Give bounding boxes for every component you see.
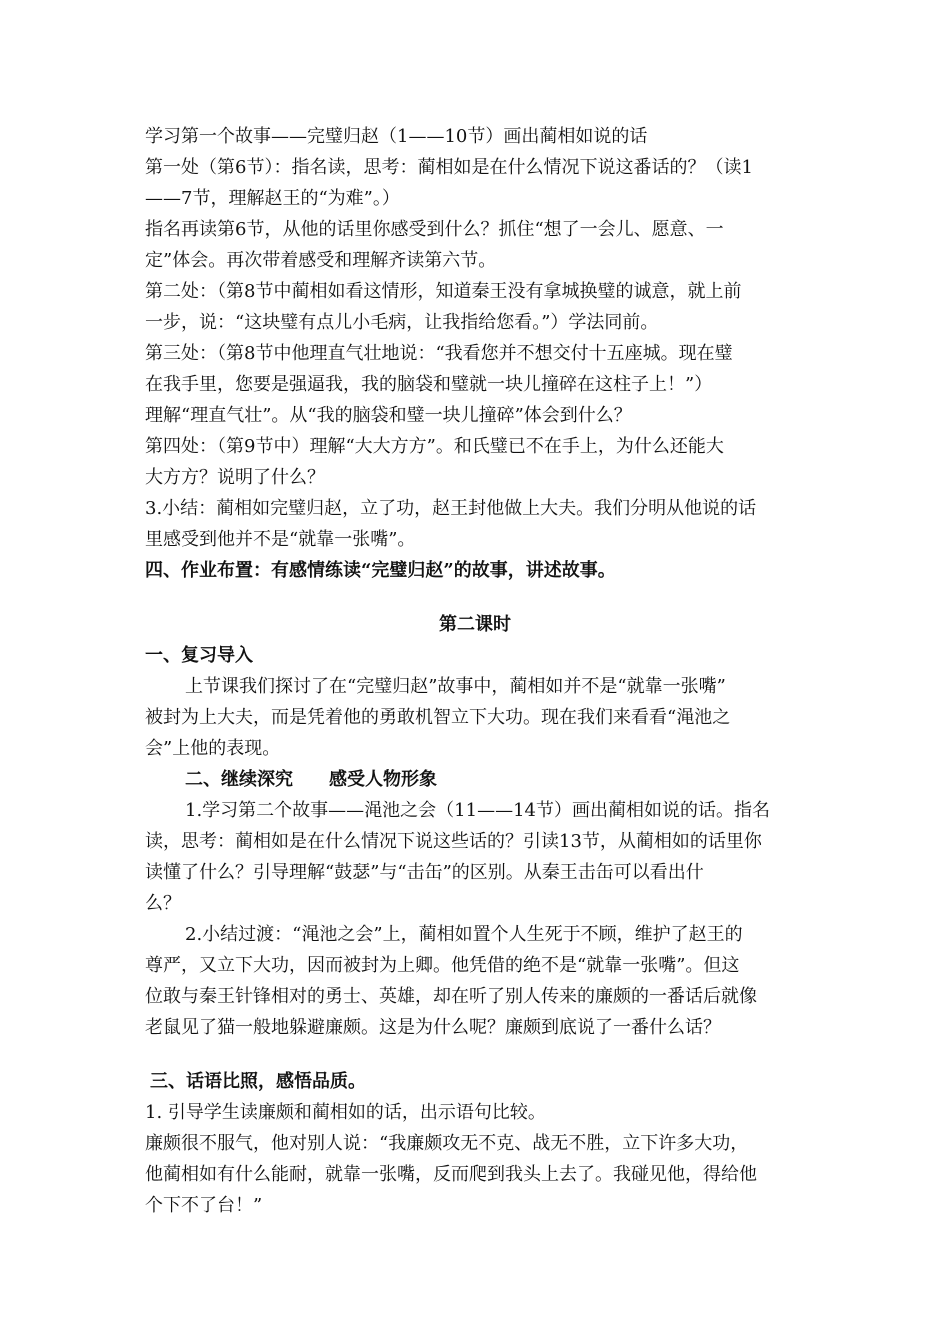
story2-line4: 么？ — [145, 893, 181, 914]
transition-line3: 位敢与秦王针锋相对的勇士、英雄，却在听了别人传来的廉颇的一番话后就像 — [145, 986, 757, 1007]
understand-line: 理解“理直气壮”。从“我的脑袋和璧一块儿撞碎”体会到什么？ — [145, 405, 632, 426]
compare-heading: 三、话语比照，感悟品质。 — [150, 1071, 366, 1092]
reread-line2: 定”体会。再次带着感受和理解齐读第六节。 — [145, 250, 497, 271]
point3-line1: 第三处：（第8节中他理直气壮地说：“我看您并不想交付十五座城。现在璧 — [145, 343, 733, 364]
summary-line2: 里感受到他并不是“就靠一张嘴”。 — [145, 529, 416, 550]
lianpo-quote-line2: 他蔺相如有什么能耐，就靠一张嘴，反而爬到我头上去了。我碰见他，得给他 — [145, 1164, 757, 1185]
point1-line1: 第一处（第6节）：指名读，思考：蔺相如是在什么情况下说这番话的？（读1 — [145, 157, 753, 178]
lesson2-title: 第二课时 — [439, 614, 511, 635]
point2-line2: 一步，说：“这块璧有点儿小毛病，让我指给您看。”）学法同前。 — [145, 312, 659, 333]
compare-step1: 1. 引导学生读廉颇和蔺相如的话，出示语句比较。 — [145, 1102, 546, 1123]
transition-line2: 尊严，又立下大功，因而被封为上卿。他凭借的绝不是“就靠一张嘴”。但这 — [145, 955, 740, 976]
point1-line2: ——7节，理解赵王的“为难”。） — [145, 188, 400, 209]
point4-line1: 第四处：（第9节中）理解“大大方方”。和氏璧已不在手上，为什么还能大 — [145, 436, 724, 457]
story2-line3: 读懂了什么？引导理解“鼓瑟”与“击缶”的区别。从秦王击缶可以看出什 — [145, 862, 704, 883]
transition-line4: 老鼠见了猫一般地躲避廉颇。这是为什么呢？廉颇到底说了一番什么话？ — [145, 1017, 721, 1038]
review-line3: 会”上他的表现。 — [145, 738, 281, 759]
transition-line1: 2.小结过渡：“渑池之会”上，蔺相如置个人生死于不顾，维护了赵王的 — [185, 924, 743, 945]
homework-heading: 四、作业布置：有感情练读“完璧归赵”的故事，讲述故事。 — [145, 560, 616, 581]
story2-line2: 读，思考：蔺相如是在什么情况下说这些话的？引读13节，从蔺相如的话里你 — [145, 831, 762, 852]
point4-line2: 大方方？说明了什么？ — [145, 467, 325, 488]
point2-line1: 第二处：（第8节中蔺相如看这情形，知道秦王没有拿城换璧的诚意，就上前 — [145, 281, 742, 302]
review-line1: 上节课我们探讨了在“完璧归赵”故事中，蔺相如并不是“就靠一张嘴” — [185, 676, 726, 697]
lianpo-quote-line1: 廉颇很不服气，他对别人说：“我廉颇攻无不克、战无不胜，立下许多大功， — [145, 1133, 749, 1154]
explore-heading: 二、继续深究 感受人物形象 — [185, 769, 437, 790]
reread-line1: 指名再读第6节，从他的话里你感受到什么？抓住“想了一会儿、愿意、一 — [145, 219, 724, 240]
point3-line2: 在我手里，您要是强逼我，我的脑袋和璧就一块儿撞碎在这柱子上！”） — [145, 374, 713, 395]
lianpo-quote-line3: 个下不了台！” — [145, 1195, 263, 1216]
story2-line1: 1.学习第二个故事——渑池之会（11——14节）画出蔺相如说的话。指名 — [185, 800, 770, 821]
review-line2: 被封为上大夫，而是凭着他的勇敢机智立下大功。现在我们来看看“渑池之 — [145, 707, 731, 728]
story1-intro: 学习第一个故事——完璧归赵（1——10节）画出蔺相如说的话 — [145, 126, 648, 147]
review-heading: 一、复习导入 — [145, 645, 253, 666]
summary-line1: 3.小结：蔺相如完璧归赵，立了功，赵王封他做上大夫。我们分明从他说的话 — [145, 498, 757, 519]
